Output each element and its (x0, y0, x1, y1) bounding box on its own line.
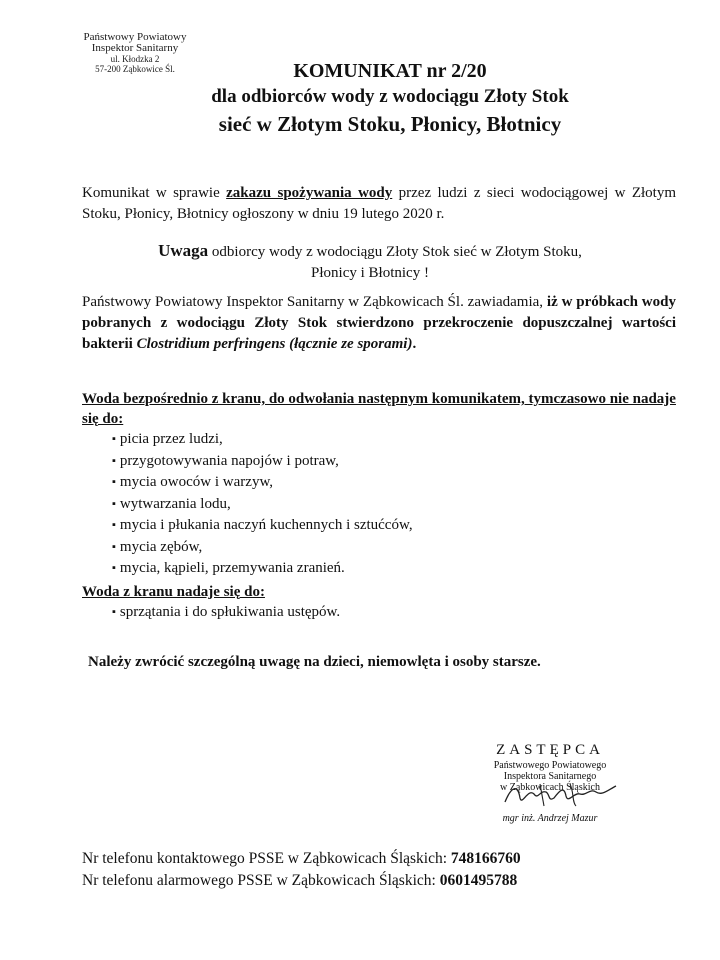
warning-label: Uwaga (158, 241, 209, 260)
stamp-line: 57-200 Ząbkowice Śl. (95, 64, 175, 74)
signature-line: Państwowego Powiatowego (493, 760, 607, 771)
list-item: ▪ mycia, kąpieli, przemywania zranień. (112, 558, 676, 580)
attention-note: Należy zwrócić szczególną uwagę na dzieci, niemowlęta i osoby starsze. (88, 654, 541, 670)
signatory-name: mgr inż. Andrzej Mazur (502, 813, 598, 824)
list-item: ▪ przygotowywania napojów i potraw, (112, 451, 676, 473)
finding-end: . (412, 336, 417, 352)
not-suitable-heading: Woda bezpośrednio z kranu, do odwołania następnym komunikatem, tymczasowo nie nadaje się do: (82, 391, 676, 427)
alarm-phone-line (82, 870, 682, 892)
alarm-phone-number: 0601495788 (439, 872, 518, 889)
stamp-line: Państwowy Powiatowy (83, 31, 187, 43)
document-subtitle: dla odbiorców wody z wodociągu Złoty Stok (211, 86, 569, 107)
intro-emphasis: zakazu spożywania wody (226, 185, 393, 201)
handwritten-signature (500, 780, 620, 810)
stamp-line: Inspektor Sanitarny (91, 42, 179, 54)
warning-text: odbiorcy wody z wodociągu Złoty Stok sieć w Złotym Stoku, (208, 244, 582, 260)
not-suitable-section (82, 389, 676, 580)
list-item: ▪ wytwarzania lodu, (112, 494, 676, 516)
intro-paragraph (82, 183, 676, 225)
finding-paragraph (82, 292, 676, 355)
list-item: ▪ mycia owoców i warzyw, (112, 472, 676, 494)
list-item: ▪ mycia zębów, (112, 537, 676, 559)
contact-phone-number: 748166760 (450, 850, 521, 867)
finding-bacteria: Clostridium perfringens (łącznie ze sporami) (136, 336, 413, 352)
finding-bold: iż w próbkach wody pobranych z wodociągu Złoty Stok stwierdzono przekroczenie dopuszczalnej wartości bakterii (82, 294, 676, 352)
intro-text: Komunikat w sprawie (82, 185, 227, 201)
signature-block (470, 740, 630, 824)
alarm-phone-label: Nr telefonu alarmowego PSSE w Ząbkowicach Śląskich: (82, 872, 436, 889)
not-suitable-list (82, 429, 676, 580)
signature-line: Inspektora Sanitarnego (503, 771, 597, 782)
suitable-heading: Woda z kranu nadaje się do: (82, 584, 265, 600)
document-subtitle-network: sieć w Złotym Stoku, Płonicy, Błotnicy (218, 112, 562, 136)
list-item: ▪ mycia i płukania naczyń kuchennych i sztućców, (112, 515, 676, 537)
document-title: KOMUNIKAT nr 2/20 (293, 60, 487, 82)
signature-title: ZASTĘPCA (496, 742, 604, 758)
intro-text-rest: przez ludzi z sieci wodociągowej w Złotym Stoku, Płonicy, Błotnicy ogłoszony w dniu 19 lutego 2020 r. (82, 185, 676, 222)
signature-line: w Ząbkowicach Śląskich (500, 782, 600, 793)
finding-text: Państwowy Powiatowy Inspektor Sanitarny w Ząbkowicach Śl. zawiadamia, (82, 294, 547, 310)
list-item: ▪ sprzątania i do spłukiwania ustępów. (112, 602, 676, 624)
contact-phone-line (82, 848, 682, 870)
list-item: ▪ picia przez ludzi, (112, 429, 676, 451)
warning-text-2: Płonicy i Błotnicy ! (311, 265, 429, 281)
stamp-line: ul. Kłodzka 2 (110, 54, 160, 64)
title-block (120, 58, 660, 138)
suitable-list (82, 602, 676, 624)
suitable-section (82, 582, 676, 624)
warning-paragraph (110, 240, 630, 284)
phone-contacts (82, 848, 682, 892)
contact-phone-label: Nr telefonu kontaktowego PSSE w Ząbkowicach Śląskich: (82, 850, 448, 867)
